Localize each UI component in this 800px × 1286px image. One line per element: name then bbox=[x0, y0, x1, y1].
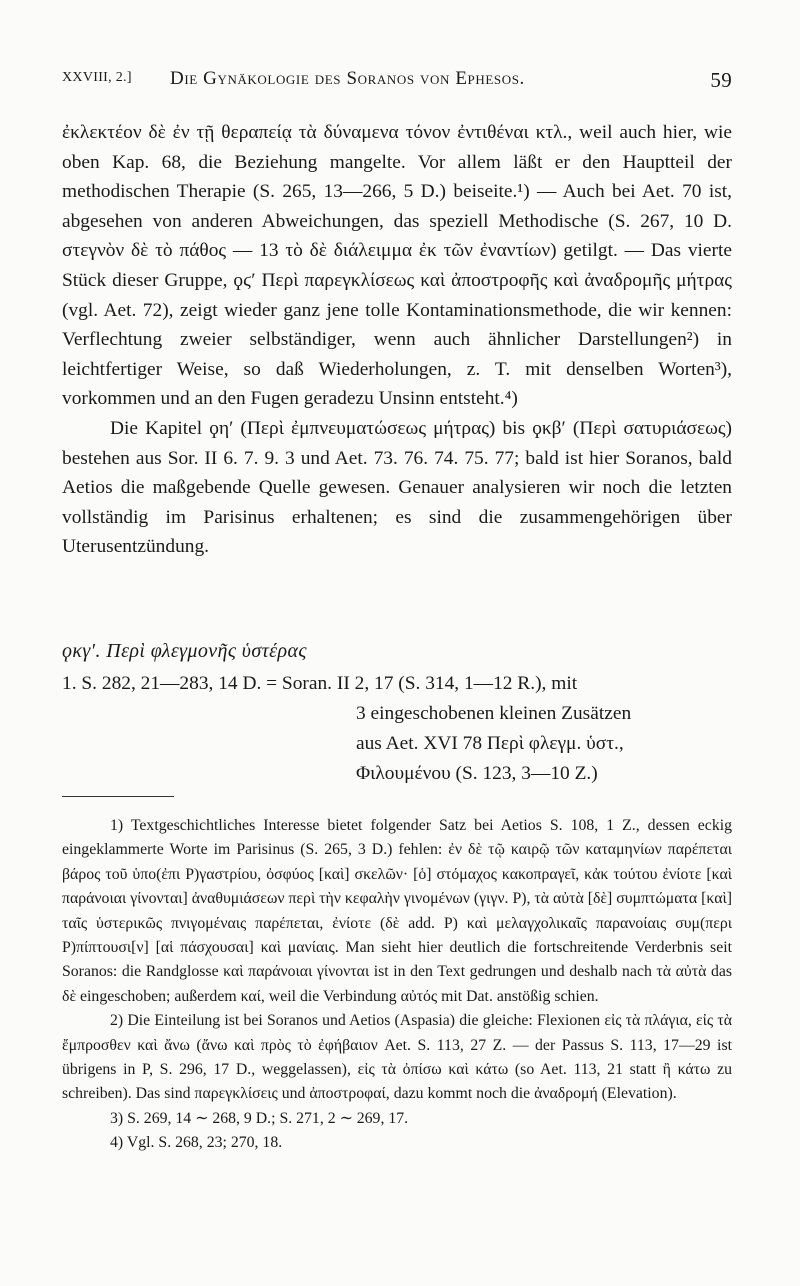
item-line: 1. S. 282, 21—283, 14 D. = Soran. II 2, 17 (S. 314, 1—12 R.), mit bbox=[62, 673, 578, 694]
running-header bbox=[62, 68, 732, 98]
chapter-source-item bbox=[62, 669, 732, 789]
item-continuation: aus Aet. XVI 78 Περὶ φλεγμ. ὑστ., bbox=[356, 733, 624, 754]
section-reference: XXVIII, 2.] bbox=[62, 70, 132, 85]
footnote: 1) Textgeschichtliches Interesse bietet folgender Satz bei Aetios S. 108, 1 Z., dessen eckig eingeklammerte Worte im Parisinus (S. 265, 3 D.) fehlen: ἐν δὲ τῷ καιρῷ τῶν καταμηνίων παρέπεται βάρος τοῦ ὑπο(ἐπι P)γαστρίου, ὀσφύος [καὶ] σκελῶν· [ὁ] στόμαχος κακοπραγεῖ, κἀκ τούτου ἐνίοτε [καὶ παράνοιαι γίνονται] ἀναθυμιάσεων περὶ τὴν κεφαλὴν γινομένων (γιγν. P), τὰ αὐτὰ [δὲ] συμπτώματα [καὶ] ταῖς ὑστερικῶς πνιγομέναις παρέπεται, ἐνίοτε (δὲ add. P) καὶ μελαγχολικαῖς παρανοίαις συμ(περι P)πίπτουσι[ν] [αἱ πάσχουσαι] καὶ μανίαις. Man sieht hier deutlich die fortschreitende Verderbnis seit Soranos: die Randglosse καὶ παράνοιαι γίνονται ist in den Text gedrungen und deshalb nach τὰ αὐτὰ das δὲ eingeschoben; außerdem καί, weil die Verbindung αὐτός mit Dat. anstößig schien. bbox=[62, 817, 732, 1005]
paragraph: Die Kapitel ϙη′ (Περὶ ἐμπνευματώσεως μήτρας) bis ϙκβ′ (Περὶ σατυριάσεως) bestehen aus Sor. II 6. 7. 9. 3 und Aet. 73. 76. 74. 75. 77; bald ist hier Soranos, bald Aetios die maßgebende Quelle gewesen. Genauer analysieren wir noch die letzten vollständig im Parisinus erhaltenen; es sind die zusammengehörigen über Uterusentzündung. bbox=[62, 417, 732, 558]
footnote: 4) Vgl. S. 268, 23; 270, 18. bbox=[110, 1134, 283, 1152]
footnotes bbox=[62, 814, 732, 1156]
running-title: Die Gynäkologie des Soranos von Ephesos. bbox=[170, 68, 525, 89]
main-text bbox=[62, 118, 732, 562]
footnote: 2) Die Einteilung ist bei Soranos und Aetios (Aspasia) die gleiche: Flexionen εἰς τὰ πλάγια, εἰς τὰ ἔμπροσθεν καὶ ἄνω (ἄνω καὶ πρὸς τὸ ἐφήβαιον Aet. S. 113, 27 Z. — der Passus S. 113, 17—29 ist übrigens in P, S. 296, 17 D., weggelassen), εἰς τὰ ὀπίσω καὶ κάτω (so Aet. 113, 21 statt ἢ κάτω zu schreiben). Das sind παρεγκλίσεις und ἀποστροφαί, dazu kommt noch die ἀναδρομή (Elevation). bbox=[62, 1012, 732, 1103]
item-continuation: 3 eingeschobenen kleinen Zusätzen bbox=[356, 703, 632, 724]
paragraph: ἐκλεκτέον δὲ ἐν τῇ θεραπείᾳ τὰ δύναμενα τόνον ἐντιθέναι κτλ., weil auch hier, wie oben Kap. 68, die Beziehung mangelte. Vor allem läßt er den Hauptteil der methodischen Therapie (S. 265, 13—266, 5 D.) beiseite.¹) — Auch bei Aet. 70 ist, abgesehen von anderen Abweichungen, das speziell Methodische (S. 267, 10 D. στεγνὸν δὲ τὸ πάθος — 13 τὸ δὲ διάλειμμα ἐκ τῶν ἐναντίων) getilgt. — Das vierte Stück dieser Gruppe, ϙϛ′ Περὶ παρεγκλίσεως καὶ ἀποστροφῆς καὶ ἀναδρομῆς μήτρας (vgl. Aet. 72), zeigt wieder ganz jene tolle Kontaminationsmethode, die wir kennen: Verflechtung zweier selbständiger, wenn auch ähnlicher Darstellungen²) in leichtfertiger Weise, so daß Wiederholungen, z. T. mit denselben Worten³), vorkommen und an den Fugen geradezu Unsinn entsteht.⁴) bbox=[62, 122, 732, 410]
footnote: 3) S. 269, 14 ∼ 268, 9 D.; S. 271, 2 ∼ 269, 17. bbox=[110, 1109, 409, 1127]
item-continuation: Φιλουμένου (S. 123, 3—10 Z.) bbox=[356, 763, 598, 784]
page-number: 59 bbox=[710, 68, 732, 92]
footnote-divider bbox=[62, 796, 174, 797]
chapter-heading: ϙκγ′. Περὶ φλεγμονῆς ὑστέρας bbox=[62, 640, 307, 662]
